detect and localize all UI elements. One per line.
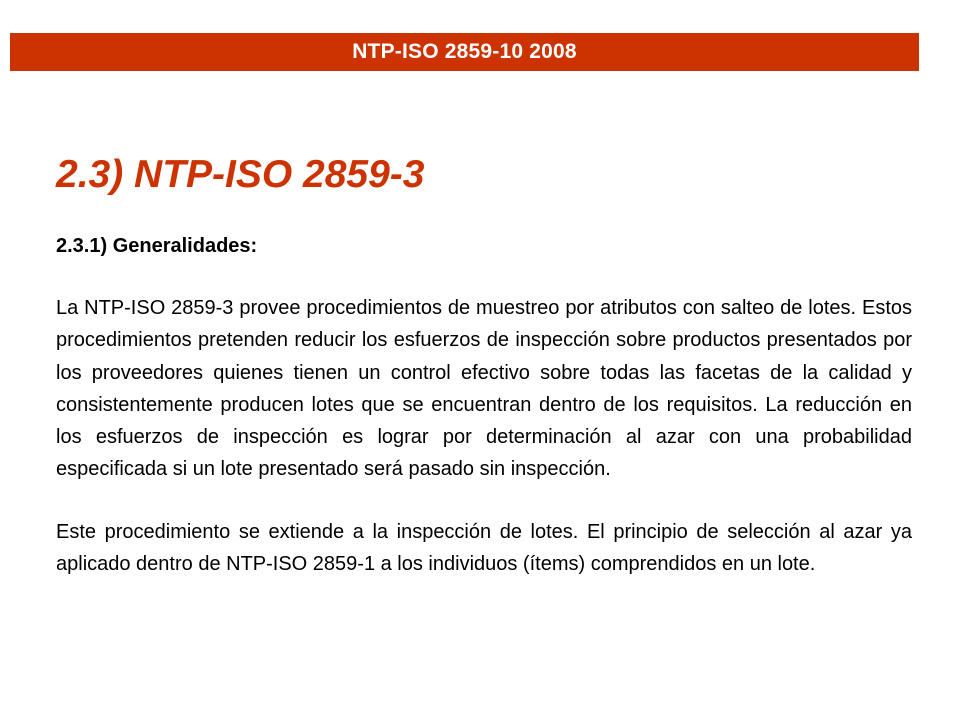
slide-title: 2.3) NTP-ISO 2859-3	[56, 153, 425, 196]
section-subheading: 2.3.1) Generalidades:	[56, 235, 258, 257]
paragraph-2: Este procedimiento se extiende a la inspección de lotes. El principio de selección al azar ya aplicado dentro de NTP-ISO 2859-1 a los individuos (ítems) comprendidos en un lote.	[56, 520, 912, 576]
header-bar	[10, 33, 919, 71]
paragraph-1: La NTP-ISO 2859-3 provee procedimientos de muestreo por atributos con salteo de lotes. Estos procedimientos pretenden reducir los esfuerzos de inspección sobre productos presentados por los proveedores quienes tienen un control efectivo sobre todas las facetas de la calidad y consistentemente producen lotes que se encuentran dentro de los requisitos. La reducción en los esfuerzos de inspección es lograr por determinación al azar con una probabilidad especificada si un lote presentado será pasado sin inspección.	[56, 297, 912, 481]
slide-content	[56, 230, 912, 580]
header-title: NTP-ISO 2859-10 2008	[352, 40, 577, 63]
